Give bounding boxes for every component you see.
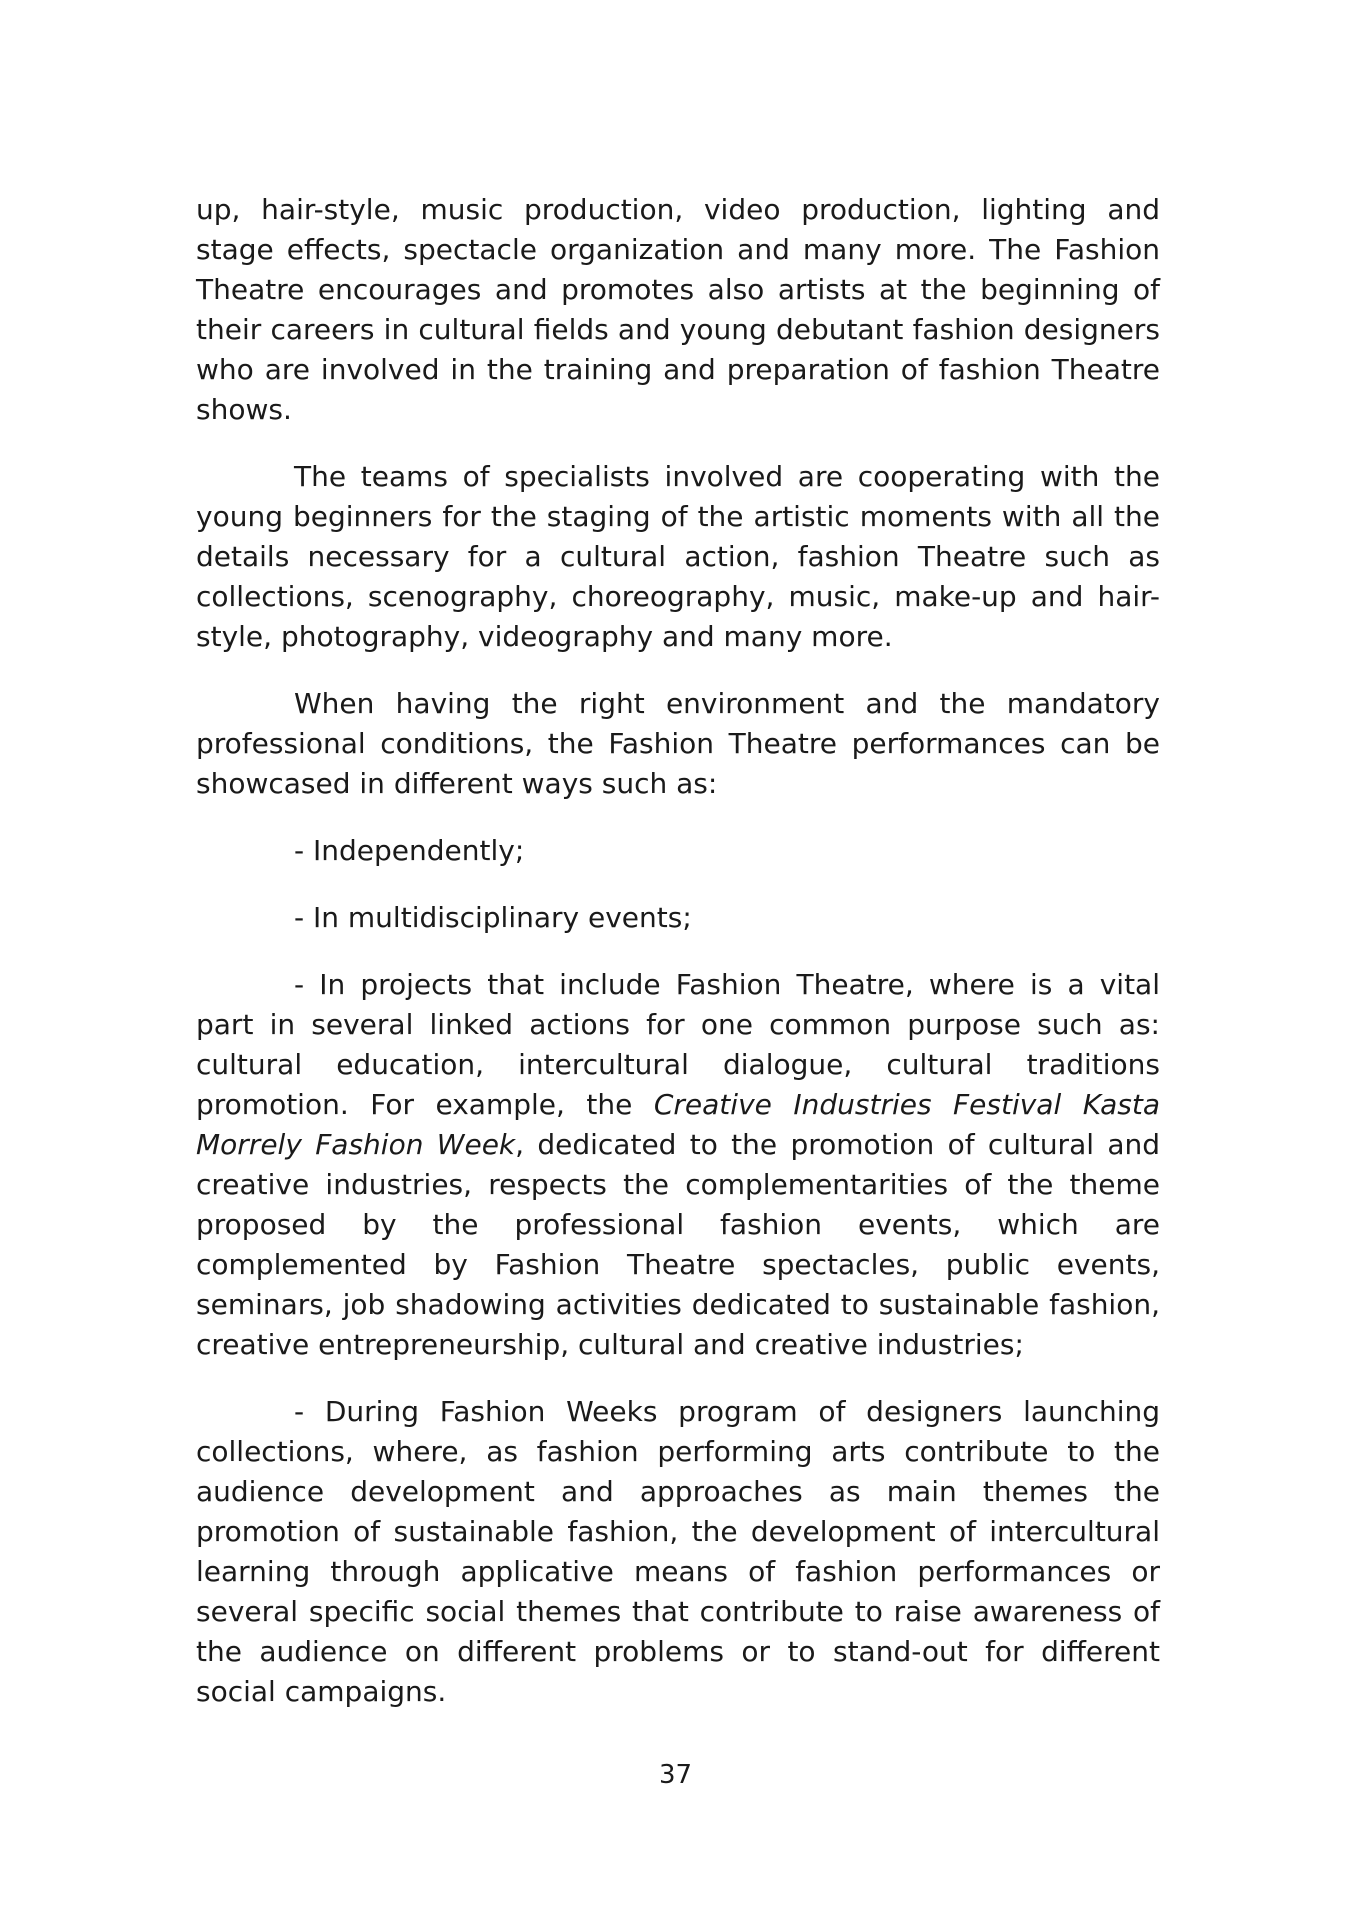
festival-name-italic: Creative Industries Festival Kasta Morrely Fashion Week [196, 1088, 1160, 1161]
paragraph-teams-of-specialists: The teams of specialists involved are cooperating with the young beginners for the staging of the artistic moments with all the details necessary for a cultural action, fashion Theatre such as collections, scenography, choreography, music, make-up and hair-style, photography, videography and many more. [196, 460, 1160, 653]
body-text [196, 190, 1160, 1739]
paragraph-projects [196, 965, 1160, 1365]
paragraph-fashion-weeks: - During Fashion Weeks program of designers launching collections, where, as fashion performing arts contribute to the audience development and approaches as main themes the promotion of sustainable fashion, the development of intercultural learning through applicative means of fashion performances or several specific social themes that contribute to raise awareness of the audience on different problems or to stand-out for different social campaigns. [196, 1395, 1160, 1708]
paragraph-showcase-ways: When having the right environment and the mandatory professional conditions, the Fashion Theatre performances can be showcased in different ways such as: [196, 687, 1160, 800]
paragraph-projects-text-start: - In projects that include Fashion Theatre, where is a vital part in several linked actions for one common purpose such as: cultural education, intercultural dialogue, cultural traditions promotion. For example, the [196, 968, 1160, 1121]
page-number: 37 [658, 1760, 693, 1790]
paragraph-projects-text-end: , dedicated to the promotion of cultural and creative industries, respects the complementarities of the theme proposed by the professional fashion events, which are complemented by Fashion Theatre spectacles, public events, seminars, job shadowing activities dedicated to sustainable fashion, creative entrepreneurship, cultural and creative industries; [196, 1128, 1161, 1361]
list-item-independently: - Independently; [294, 834, 525, 867]
list-item-multidisciplinary: - In multidisciplinary events; [294, 901, 692, 934]
paragraph-continuation: up, hair-style, music production, video production, lighting and stage effects, spectacle organization and many more. The Fashion Theatre encourages and promotes also artists at the beginning of their careers in cultural fields and young debutant fashion designers who are involved in the training and preparation of fashion Theatre shows. [196, 193, 1160, 426]
